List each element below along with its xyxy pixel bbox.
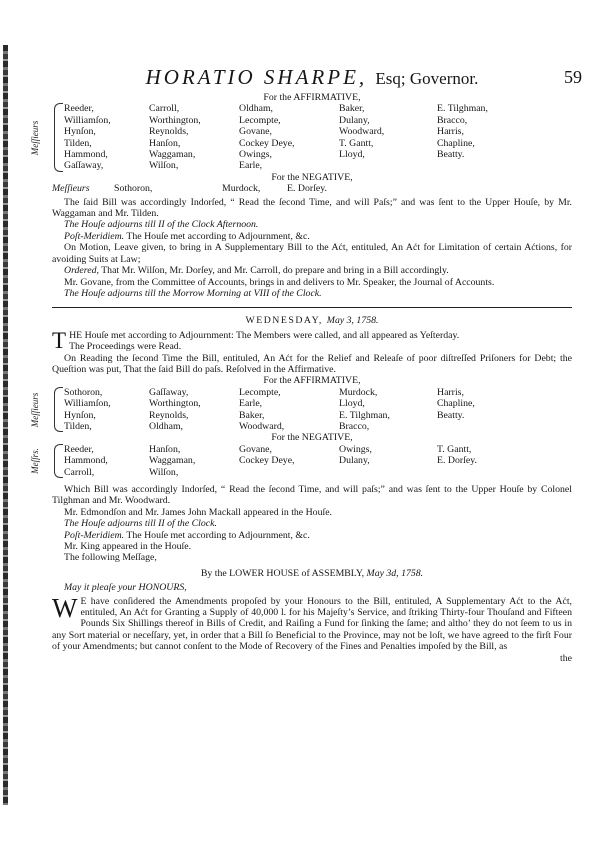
member-name: Gaſſaway, [64, 160, 104, 172]
header-title: HORATIO SHARPE, Esq; Governor. [145, 65, 479, 89]
member-name [339, 160, 437, 171]
book-binding-edge [0, 0, 10, 841]
member-name: Lloyd, [339, 149, 365, 161]
member-name: Lecompte, [239, 114, 281, 126]
member-name [437, 160, 527, 171]
ordered-label: Ordered, [64, 265, 99, 277]
member-name: Cockey Deye, [239, 455, 295, 467]
member-name: Oldham, [149, 420, 184, 432]
member-name: Worthington, [149, 398, 201, 410]
member-name: Waggaman, [149, 455, 196, 467]
day-heading: WEDNESDAY, May 3, 1758. [245, 315, 379, 327]
paragraph-govane: Mr. Govane, from the Committee of Accounts, brings in and delivers to Mr. Speaker, the Journal of Accounts. [64, 276, 495, 288]
paragraph-message-intro: The following Meſſage, [64, 552, 157, 564]
member-name: E. Tilghman, [339, 409, 390, 421]
member-name: Murdock, [339, 386, 378, 398]
post-meridiem-text: The Houſe met according to Adjournment, &c. [126, 529, 310, 541]
member-name: Cockey Deye, [239, 137, 295, 149]
member-name [437, 421, 527, 432]
member-name: Beatty. [437, 149, 465, 161]
member-name: Waggaman, [149, 149, 196, 161]
vote2-affirmative-list [30, 386, 572, 433]
vote2-affirmative-heading: For the AFFIRMATIVE, [263, 375, 361, 387]
member-name: Carroll, [64, 466, 95, 478]
member-name: T. Gantt, [339, 137, 374, 149]
member-name: Owings, [339, 443, 372, 455]
journal-page [30, 62, 582, 664]
side-label: Meſſrs. [30, 448, 40, 474]
post-meridiem-label: Poſt-Meridiem. [64, 230, 125, 242]
brace [54, 103, 63, 171]
member-name: Bracco, [437, 114, 468, 126]
member-name: Wilſon, [149, 160, 179, 172]
vote2-negative-list [30, 443, 572, 478]
member-name: Reeder, [64, 103, 94, 115]
member-name: Govane, [239, 126, 272, 138]
negative-label: Meſſieurs [52, 183, 90, 195]
paragraph-proceedings: The Proceedings were Read. [69, 341, 182, 353]
catchword: the [560, 652, 572, 664]
paragraph-adjourn-morrow: The Houſe adjourns till the Morrow Morning at VIII of the Clock. [64, 287, 322, 299]
message-body: W E have conſidered the Amendments propoſed by your Honours to the Bill, entituled, A Supplementary Aćt to the Aćt, entituled, An Aćt for Granting a Supply of 40,000 l. for his Majeſty’s Service, and ſtriking Thirty-four Thouſand and Fifteen Pounds Six Shillings thereof in Bills of Credit, and Raiſing a Fund for ſinking the ſame; and altho’ they do not ſeem to us in any Sort material or neceſſary, yet, in order that a Bill ſo Beneficial to the Province, may not be loſt, we have agreed to the firſt Four of your Amendments; but cannot conſent to the Mode of Recovery of the Fines and Penalties impoſed by the Bill, as [52, 592, 572, 653]
member-name: Hanſon, [149, 137, 181, 149]
paragraph-appeared: Mr. Edmondſon and Mr. James John Mackall appeared in the Houſe. [64, 506, 332, 518]
message-salutation: May it pleaſe your HONOURS, [64, 582, 187, 594]
member-name: Carroll, [149, 103, 180, 115]
post-meridiem-label: Poſt-Meridiem. [64, 529, 125, 541]
section-divider [52, 307, 572, 308]
paragraph-met: THE Houſe met according to Adjournment: The Members were called, and all appeared as Yeſterday. [52, 327, 460, 353]
member-name: Tilden, [64, 420, 92, 432]
member-name: Baker, [239, 409, 265, 421]
member-name: T. Gantt, [437, 443, 472, 455]
member-name: E. Dorſey. [437, 455, 477, 467]
vote1-negative-list [52, 183, 572, 194]
member-name: Bracco, [339, 420, 370, 432]
message-heading: By the LOWER HOUSE of ASSEMBLY, May 3d, 1758. [200, 567, 424, 579]
vote1-affirmative-heading: For the AFFIRMATIVE, [263, 92, 361, 103]
member-name: Earle, [239, 160, 263, 172]
member-name: Sothoron, [64, 386, 103, 398]
member-name: Hammond, [64, 149, 108, 161]
member-name: Williamſon, [64, 114, 111, 126]
member-name: Dulany, [339, 114, 370, 126]
negative-name: E. Dorſey. [287, 183, 327, 195]
member-name: E. Tilghman, [437, 103, 488, 115]
member-name [239, 467, 339, 478]
negative-name: Sothoron, [114, 183, 153, 195]
member-name: Harris, [437, 386, 464, 398]
member-name: Lloyd, [339, 398, 365, 410]
ordered-text: That Mr. Wilſon, Mr. Dorſey, and Mr. Carroll, do prepare and bring in a Bill accordingly. [101, 265, 449, 277]
member-name [339, 467, 437, 478]
member-name: Hanſon, [149, 443, 181, 455]
member-name: Worthington, [149, 114, 201, 126]
member-name: Wilſon, [149, 466, 179, 478]
member-name: Owings, [239, 149, 272, 161]
member-name: Reeder, [64, 443, 94, 455]
vote2-negative-heading: For the NEGATIVE, [271, 432, 353, 444]
member-name: Chapline, [437, 398, 475, 410]
member-name: Harris, [437, 126, 464, 138]
paragraph-reading: On Reading the ſecond Time the Bill, entituled, An Aćt for the Relief and Releaſe of poor diſtreſſed Priſoners for Debt; the Queſtion was put, That the ſaid Bill do paſs. Reſolved in the Affirmative. [52, 352, 572, 375]
member-name: Tilden, [64, 137, 92, 149]
member-name: Earle, [239, 398, 263, 410]
paragraph-motion: On Motion, Leave given, to bring in A Supplementary Bill to the Aćt, entituled, An Aćt for Limitation of certain Aćtions, for avoiding Suits at Law; [52, 242, 572, 265]
member-name: Oldham, [239, 103, 274, 115]
member-name: Hammond, [64, 455, 108, 467]
vote1-negative-heading: For the NEGATIVE, [271, 171, 353, 183]
member-name: Dulany, [339, 455, 370, 467]
brace [54, 444, 63, 478]
side-label: Meſſieurs [30, 120, 40, 155]
running-header [52, 62, 582, 92]
member-name: Gaſſaway, [149, 386, 189, 398]
drop-cap: W [52, 592, 78, 623]
member-name: Lecompte, [239, 386, 281, 398]
member-name: Govane, [239, 443, 272, 455]
member-name: Woodward, [239, 420, 285, 432]
paragraph-adjourn: The Houſe adjourns till II of the Clock Afternoon. [64, 219, 259, 231]
member-name [437, 467, 527, 478]
paragraph-adjourn-2: The Houſe adjourns till II of the Clock. [64, 518, 217, 530]
member-name: Beatty. [437, 409, 465, 421]
member-name: Hynſon, [64, 409, 96, 421]
member-name: Reynolds, [149, 126, 189, 138]
member-name: Reynolds, [149, 409, 189, 421]
side-label: Meſſieurs [30, 392, 40, 427]
member-name: Woodward, [339, 126, 385, 138]
negative-name: Murdock, [222, 183, 261, 195]
brace [54, 387, 63, 433]
vote1-affirmative-list [30, 103, 572, 172]
post-meridiem-text: The Houſe met according to Adjournment, &c. [126, 230, 310, 242]
drop-cap: T [52, 327, 67, 353]
paragraph-indorsed-2: Which Bill was accordingly Indorſed, “ Read the ſecond Time, and will paſs;” and was ſent to the Upper Houſe by Colonel Tilghman and Mr. Woodward. [52, 484, 572, 507]
page-number: 59 [564, 67, 582, 87]
paragraph-indorsed: The ſaid Bill was accordingly Indorſed, “ Read the ſecond Time, and will Paſs;” and was ſent to the Upper Houſe, by Mr. Waggaman and Mr. Tilden. [52, 196, 572, 220]
member-name: Hynſon, [64, 126, 96, 138]
paragraph-king: Mr. King appeared in the Houſe. [64, 541, 192, 553]
member-name: Baker, [339, 103, 365, 115]
member-name: Chapline, [437, 137, 475, 149]
member-name: Williamſon, [64, 398, 111, 410]
